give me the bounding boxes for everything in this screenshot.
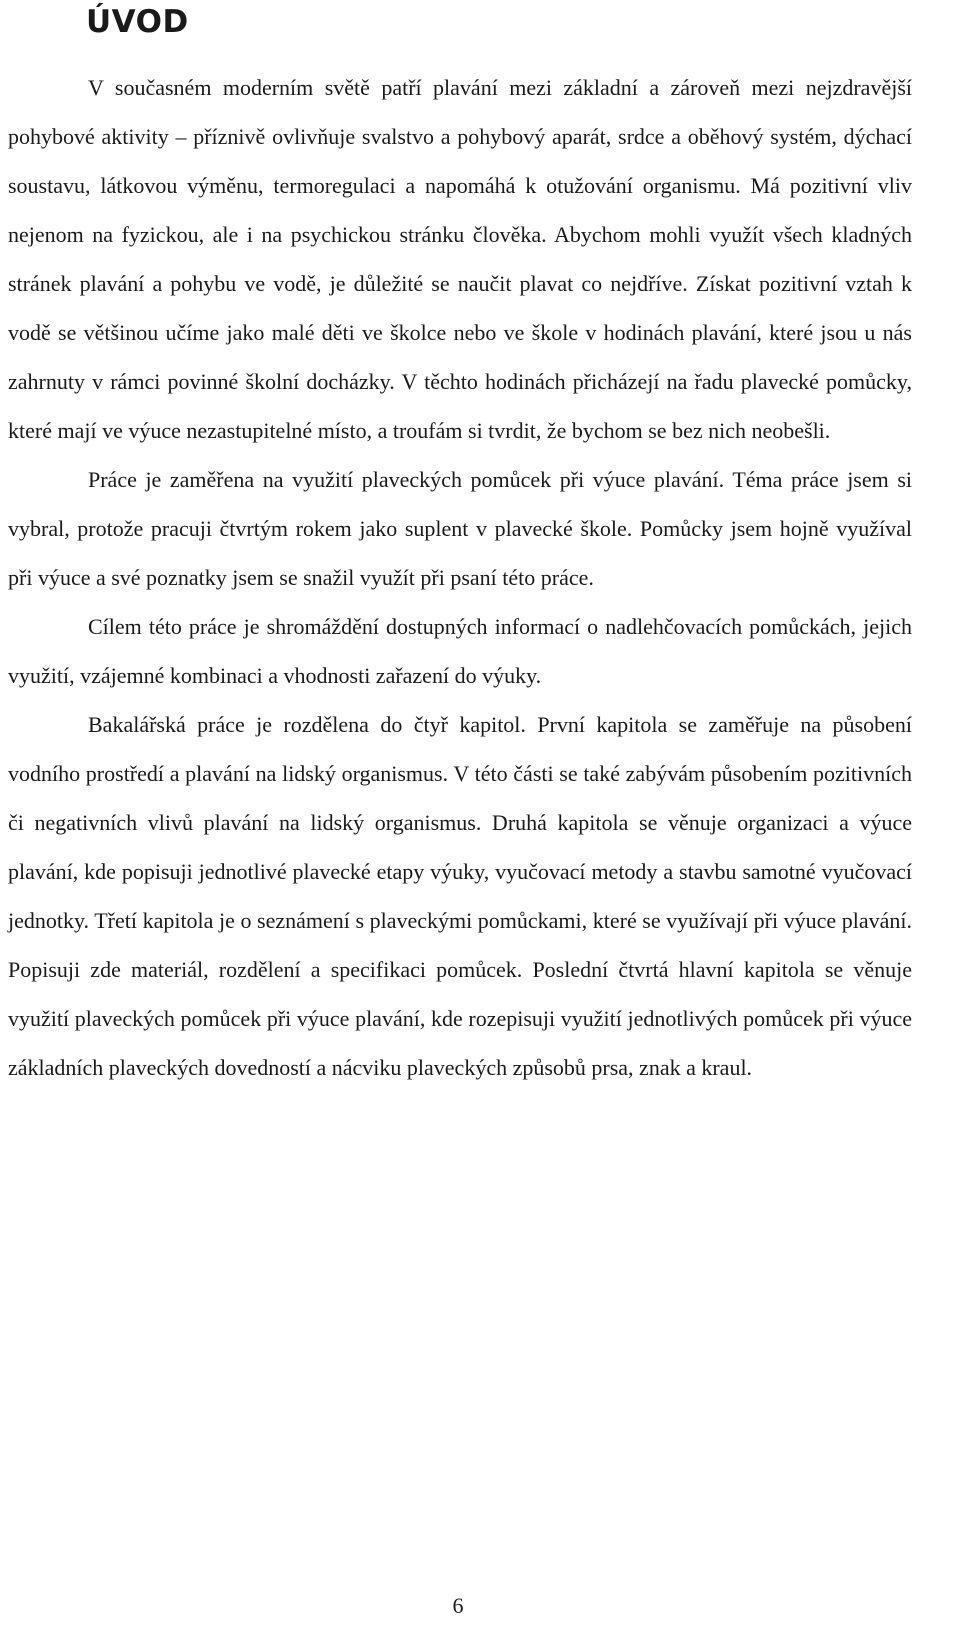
page-number: 6	[452, 1593, 464, 1618]
paragraph-intro: V současném moderním světě patří plavání mezi základní a zároveň mezi nejzdravější pohybové aktivity – příznivě ovlivňuje svalstvo a pohybový aparát, srdce a oběhový systém, dýchací soustavu, látkovou výměnu, termoregulaci a napomáhá k otužování organismu. Má pozitivní vliv nejenom na fyzickou, ale i na psychickou stránku člověka. Abychom mohli využít všech kladných stránek plavání a pohybu ve vodě, je důležité se naučit plavat co nejdříve. Získat pozitivní vztah k vodě se většinou učíme jako malé děti ve školce nebo ve škole v hodinách plavání, které jsou u nás zahrnuty v rámci povinné školní docházky. V těchto hodinách přicházejí na řadu plavecké pomůcky, které mají ve výuce nezastupitelné místo, a troufám si tvrdit, že bychom se bez nich neobešli.	[8, 75, 912, 443]
body-text	[8, 63, 912, 1092]
paragraph-structure: Bakalářská práce je rozdělena do čtyř kapitol. První kapitola se zaměřuje na působení vodního prostředí a plavání na lidský organismus. V této části se také zabývám působením pozitivních či negativních vlivů plavání na lidský organismus. Druhá kapitola se věnuje organizaci a výuce plavání, kde popisuji jednotlivé plavecké etapy výuky, vyučovací metody a stavbu samotné vyučovací jednotky. Třetí kapitola je o seznámení s plaveckými pomůckami, které se využívají při výuce plavání. Popisuji zde materiál, rozdělení a specifikaci pomůcek. Poslední čtvrtá hlavní kapitola se věnuje využití plaveckých pomůcek při výuce plavání, kde rozepisuji využití jednotlivých pomůcek při výuce základních plaveckých dovedností a nácviku plaveckých způsobů prsa, znak a kraul.	[8, 712, 912, 1080]
paragraph-topic: Práce je zaměřena na využití plaveckých pomůcek při výuce plavání. Téma práce jsem si vybral, protože pracuji čtvrtým rokem jako suplent v plavecké škole. Pomůcky jsem hojně využíval při výuce a své poznatky jsem se snažil využít při psaní této práce.	[8, 467, 912, 590]
page-title: ÚVOD	[86, 4, 189, 40]
paragraph-goal: Cílem této práce je shromáždění dostupných informací o nadlehčovacích pomůckách, jejich využití, vzájemné kombinaci a vhodnosti zařazení do výuky.	[8, 614, 912, 688]
